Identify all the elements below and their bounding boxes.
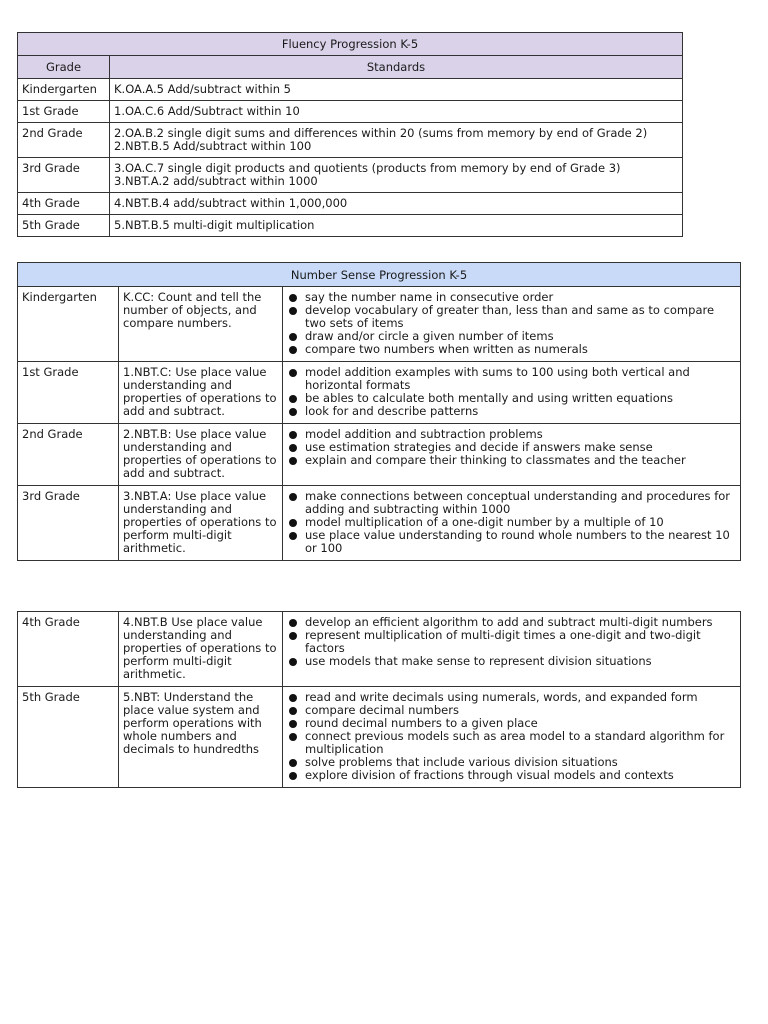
standard-line: 4.NBT.B.4 add/subtract within 1,000,000: [114, 196, 348, 210]
grade-cell: 2nd Grade: [18, 123, 110, 158]
grade-cell: Kindergarten: [18, 287, 119, 362]
list-item: represent multiplication of multi-digit times a one-digit and two-digit factors: [305, 629, 736, 655]
grade-cell: Kindergarten: [18, 79, 110, 101]
grade-cell: 3rd Grade: [18, 158, 110, 193]
list-item: make connections between conceptual understanding and procedures for adding and subtracting within 1000: [305, 490, 736, 516]
table-row: [18, 362, 741, 424]
standard-cell: 5.NBT: Understand the place value system and perform operations with whole numbers and decimals to hundredths: [119, 687, 283, 788]
list-item: model addition and subtraction problems: [305, 428, 736, 441]
number-sense-table-continued: [17, 611, 741, 788]
grade-cell: 5th Grade: [18, 687, 119, 788]
standard-cell: K.CC: Count and tell the number of objects, and compare numbers.: [119, 287, 283, 362]
standard-cell: [110, 193, 683, 215]
grade-cell: 5th Grade: [18, 215, 110, 237]
list-item: look for and describe patterns: [305, 405, 736, 418]
standard-cell: 2.NBT.B: Use place value understanding and properties of operations to add and subtract.: [119, 424, 283, 486]
table-row: [18, 486, 741, 561]
standard-line: 3.OA.C.7 single digit products and quotients (products from memory by end of Grade 3): [114, 161, 621, 175]
table-row: [18, 287, 741, 362]
bullets-cell: [283, 424, 741, 486]
list-item: model multiplication of a one-digit number by a multiple of 10: [305, 516, 736, 529]
number-sense-title: Number Sense Progression K-5: [18, 263, 741, 287]
table-row: [18, 687, 741, 788]
grade-cell: 1st Grade: [18, 362, 119, 424]
list-item: say the number name in consecutive order: [305, 291, 736, 304]
grade-cell: 4th Grade: [18, 193, 110, 215]
bullets-cell: [283, 612, 741, 687]
standard-cell: [110, 101, 683, 123]
table-row: [18, 612, 741, 687]
standard-line: 3.NBT.A.2 add/subtract within 1000: [114, 174, 318, 188]
standard-cell: [110, 123, 683, 158]
table-row: [18, 79, 683, 101]
grade-cell: 4th Grade: [18, 612, 119, 687]
grade-cell: 1st Grade: [18, 101, 110, 123]
list-item: use models that make sense to represent division situations: [305, 655, 736, 668]
list-item: compare two numbers when written as numerals: [305, 343, 736, 356]
bullets-cell: [283, 362, 741, 424]
standard-line: 1.OA.C.6 Add/Subtract within 10: [114, 104, 300, 118]
standard-line: 2.NBT.B.5 Add/subtract within 100: [114, 139, 312, 153]
standard-line: 2.OA.B.2 single digit sums and differences within 20 (sums from memory by end of Grade 2): [114, 126, 648, 140]
standard-cell: [110, 79, 683, 101]
standard-cell: 3.NBT.A: Use place value understanding and properties of operations to perform multi-digit arithmetic.: [119, 486, 283, 561]
bullets-cell: [283, 687, 741, 788]
standard-cell: [110, 158, 683, 193]
list-item: compare decimal numbers: [305, 704, 736, 717]
fluency-header-grade: Grade: [18, 56, 110, 79]
bullet-list: [287, 291, 736, 356]
list-item: explain and compare their thinking to classmates and the teacher: [305, 454, 736, 467]
list-item: draw and/or circle a given number of items: [305, 330, 736, 343]
bullet-list: [287, 366, 736, 418]
list-item: explore division of fractions through visual models and contexts: [305, 769, 736, 782]
standard-line: K.OA.A.5 Add/subtract within 5: [114, 82, 292, 96]
table-row: [18, 101, 683, 123]
list-item: solve problems that include various division situations: [305, 756, 736, 769]
number-sense-table: [17, 262, 741, 561]
fluency-title: Fluency Progression K-5: [18, 33, 683, 56]
bullet-list: [287, 616, 736, 668]
list-item: use place value understanding to round whole numbers to the nearest 10 or 100: [305, 529, 736, 555]
bullets-cell: [283, 486, 741, 561]
table-row: [18, 424, 741, 486]
fluency-table: [17, 32, 683, 237]
list-item: develop vocabulary of greater than, less than and same as to compare two sets of items: [305, 304, 736, 330]
list-item: read and write decimals using numerals, words, and expanded form: [305, 691, 736, 704]
grade-cell: 2nd Grade: [18, 424, 119, 486]
fluency-header-standards: Standards: [110, 56, 683, 79]
list-item: round decimal numbers to a given place: [305, 717, 736, 730]
list-item: be ables to calculate both mentally and using written equations: [305, 392, 736, 405]
standard-cell: 1.NBT.C: Use place value understanding and properties of operations to add and subtract.: [119, 362, 283, 424]
standard-line: 5.NBT.B.5 multi-digit multiplication: [114, 218, 315, 232]
table-row: [18, 215, 683, 237]
table-row: [18, 158, 683, 193]
list-item: use estimation strategies and decide if answers make sense: [305, 441, 736, 454]
list-item: connect previous models such as area model to a standard algorithm for multiplication: [305, 730, 736, 756]
table-row: [18, 123, 683, 158]
bullets-cell: [283, 287, 741, 362]
standard-cell: [110, 215, 683, 237]
bullet-list: [287, 691, 736, 782]
list-item: model addition examples with sums to 100 using both vertical and horizontal formats: [305, 366, 736, 392]
bullet-list: [287, 490, 736, 555]
list-item: develop an efficient algorithm to add and subtract multi-digit numbers: [305, 616, 736, 629]
grade-cell: 3rd Grade: [18, 486, 119, 561]
bullet-list: [287, 428, 736, 467]
table-row: [18, 193, 683, 215]
standard-cell: 4.NBT.B Use place value understanding and properties of operations to perform multi-digit arithmetic.: [119, 612, 283, 687]
